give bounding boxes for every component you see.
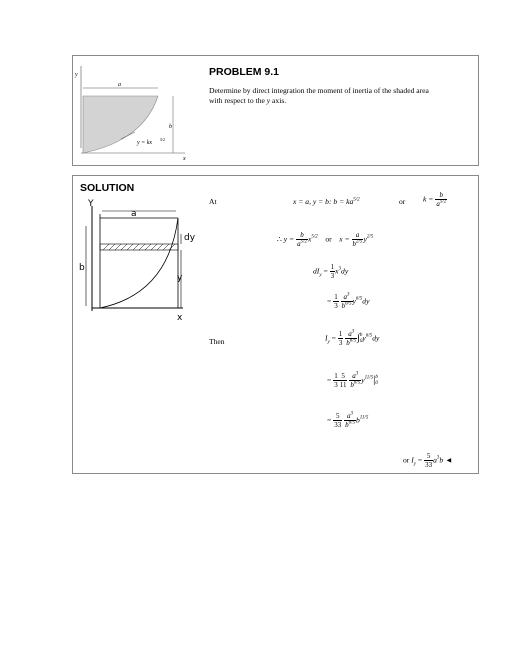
problem-box	[72, 55, 479, 166]
eq6: = $\frac{1}{3}$ $\frac{5}{11}$ $\frac{a^3}{b^{6/5}}$ $y^{11/5}|$ b 0	[327, 371, 378, 389]
eq6-n3-exp: 3	[355, 371, 359, 377]
eq7	[327, 412, 368, 429]
eq2-den2: b	[352, 240, 357, 248]
sol-b-label: b	[79, 263, 85, 273]
eq4-num: 1	[334, 293, 338, 301]
answer-rhs-exp: 3	[436, 455, 440, 461]
eq4-rhs: y	[352, 296, 356, 306]
solution-box	[72, 175, 479, 474]
eq2-den1-exp: 5/2	[300, 239, 307, 245]
eq2-x-eq: x =	[339, 234, 350, 244]
eq2-y-var: y	[363, 234, 367, 244]
eq2-num1: b	[296, 231, 308, 240]
eq6-d2: 11	[339, 381, 347, 389]
eq1-lhs: x = a, y = b: b = ka	[293, 197, 354, 206]
sol-y-label: Y	[88, 199, 94, 209]
eq4-rhs2: dy	[362, 296, 370, 306]
eq7-rhs: b	[356, 415, 360, 425]
eq3-rhs2: dy	[341, 266, 349, 276]
final-answer	[403, 452, 453, 469]
eq5-den2: b	[346, 339, 350, 347]
eq6-n2: 5	[339, 372, 348, 381]
eq4-den: 3	[334, 302, 338, 310]
eq2-y-exp: 2/5	[366, 234, 374, 240]
sol-a-label: a	[131, 209, 137, 219]
eq3-rhs-exp: 3	[338, 266, 342, 272]
statement-line-3: axis.	[270, 96, 287, 105]
eq3-eq: =	[323, 266, 328, 276]
answer-eq: =	[417, 455, 423, 465]
statement-line-2: with respect to the	[209, 96, 267, 105]
eq5-num2-exp: 3	[351, 329, 355, 335]
eq5-num: 1	[338, 330, 343, 338]
eq3-lhs: dI	[313, 266, 320, 276]
sol-curve	[100, 218, 178, 308]
eq3-lhs-sub: y	[319, 272, 322, 278]
eq1-exp: 5/2	[353, 197, 360, 203]
problem-statement	[209, 86, 471, 106]
eq1-k-den-exp: 5/2	[439, 199, 447, 205]
eq4-num2-exp: 3	[347, 292, 350, 298]
eq2-therefore: ∴	[277, 234, 282, 244]
eq6-upper: b	[375, 374, 378, 380]
eq2-x-exp: 5/2	[311, 234, 318, 240]
curve-label: y = kx	[137, 140, 153, 146]
answer-lhs-sub: y	[413, 461, 416, 467]
eq5-rhs2: dy	[372, 333, 380, 343]
at-label: At	[209, 197, 217, 206]
eq1-condition	[293, 197, 360, 206]
eq2-num2: a	[352, 231, 364, 240]
eq5-num2: a	[348, 330, 352, 338]
answer-or: or	[403, 455, 410, 465]
sol-dy-label: dy	[184, 233, 196, 243]
eq7-rhs-exp: 11/5	[359, 415, 369, 421]
eq3	[313, 263, 348, 280]
eq5-eq: =	[331, 333, 336, 343]
eq4-den2-exp: 6/5	[345, 301, 352, 307]
eq1-k	[423, 191, 447, 208]
eq2	[277, 231, 373, 248]
eq7-eq: =	[327, 415, 332, 425]
eq5-rhs: y	[362, 333, 366, 343]
eq3-num: 1	[330, 263, 335, 271]
eq6-rhs: y	[361, 375, 365, 385]
eq5-int-upper: b	[359, 332, 363, 338]
eq7-d2: b	[345, 421, 349, 429]
eq7-d1: 33	[334, 421, 342, 429]
eq6-n1: 1	[334, 372, 338, 380]
eq3-den: 3	[330, 272, 335, 280]
figure-b-label: b	[169, 124, 172, 130]
answer-marker-icon: ◄	[445, 455, 453, 465]
problem-title: PROBLEM 9.1	[209, 66, 280, 78]
eq6-lower: 0	[375, 380, 378, 386]
answer-rhs2: b	[439, 455, 444, 465]
sol-x-label: x	[177, 313, 183, 323]
answer-rhs: a	[433, 455, 437, 465]
eq2-x-var: x	[307, 234, 312, 244]
eq2-den1: a	[297, 240, 301, 248]
sol-y2-label: y	[177, 273, 183, 283]
eq4	[327, 293, 369, 310]
eq5-den: 3	[338, 339, 343, 347]
eq6-d3: b	[350, 381, 354, 389]
solution-title: SOLUTION	[80, 182, 135, 194]
eq3-rhs: x	[335, 266, 339, 276]
eq5-int-lower: 0	[359, 338, 363, 344]
eq4-eq: =	[327, 296, 332, 306]
eq2-y-eq: y =	[283, 234, 295, 244]
then-label: Then	[209, 337, 225, 346]
curve-exponent: 5/2	[160, 137, 166, 142]
eq7-n2: a	[347, 412, 351, 420]
eq5-den2-exp: 6/5	[349, 338, 357, 344]
eq7-n2-exp: 3	[350, 411, 354, 417]
eq5: $I_y$ = $\frac{1}{3}$ $\frac{a^3}{b^{6/5}}$ ∫ b 0 $y^{6/5}dy$	[325, 329, 380, 347]
eq1-or: or	[399, 197, 406, 206]
answer-lhs: I	[411, 455, 414, 465]
figure-y-label: y	[75, 72, 78, 78]
statement-line-1: Determine by direct integration the moment of inertia of the shaded area	[209, 86, 429, 95]
eq7-n1: 5	[333, 412, 342, 421]
statement-axis: y	[266, 96, 271, 105]
eq5-rhs-exp: 6/5	[365, 333, 373, 339]
eq2-den2-exp: 2/5	[356, 239, 363, 245]
figure-a-label: a	[118, 82, 121, 88]
eq4-num2: a	[343, 293, 348, 301]
eq6-eq: =	[327, 375, 332, 385]
sol-strip-hatch	[103, 244, 175, 250]
eq1-k-num: b	[435, 191, 447, 200]
figure-x-label: x	[183, 156, 186, 162]
eq4-den2: b	[341, 302, 346, 310]
solution-figure	[73, 176, 196, 323]
eq2-or: or	[325, 234, 332, 244]
answer-num: 5	[424, 452, 433, 461]
answer-den: 33	[425, 461, 433, 469]
eq6-n3: a	[352, 372, 356, 380]
eq4-rhs-exp: 6/5	[355, 296, 363, 302]
eq5-lhs: I	[325, 333, 328, 343]
problem-figure	[73, 56, 203, 165]
eq1-k-den: a	[436, 200, 440, 208]
eq5-lhs-sub: y	[327, 339, 330, 345]
eq6-d3-exp: 6/5	[353, 380, 361, 386]
eq6-d1: 3	[334, 381, 338, 389]
eq1-k-label: k =	[423, 194, 434, 204]
eq7-d2-exp: 6/5	[348, 420, 355, 426]
eq6-rhs-exp: 11/5	[364, 375, 374, 381]
